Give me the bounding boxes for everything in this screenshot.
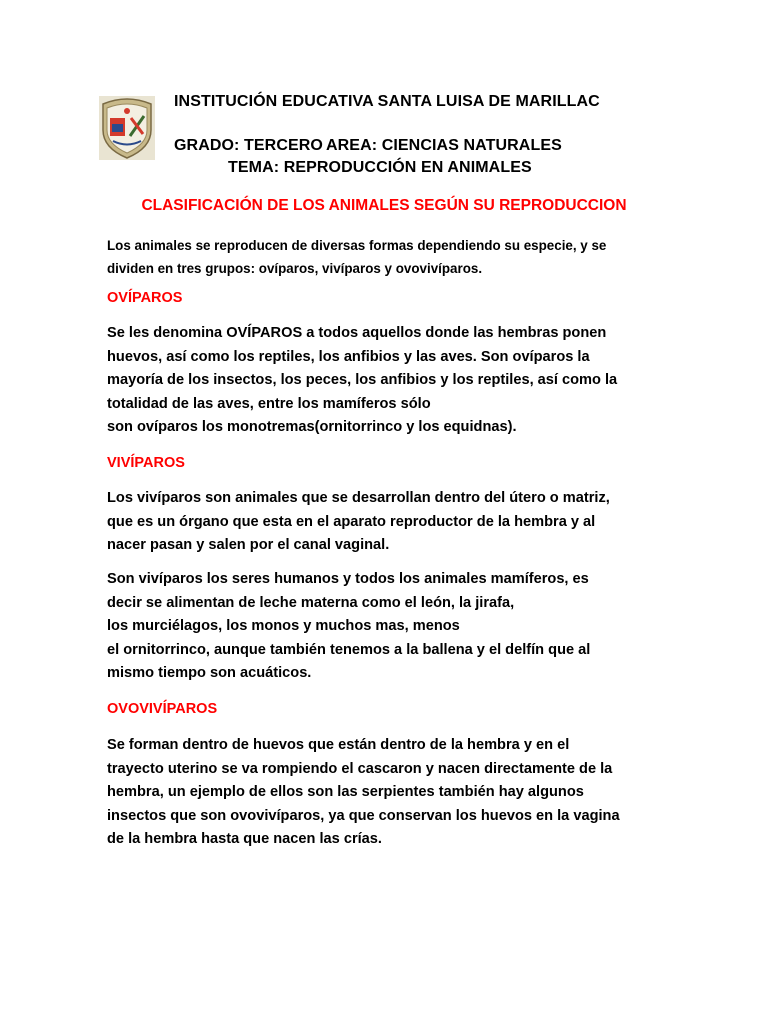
school-shield-logo-icon bbox=[99, 96, 155, 160]
paragraph-line: Los vivíparos son animales que se desarrollan dentro del útero o matriz, bbox=[107, 490, 610, 506]
section-title-viviparos: VIVÍPAROS bbox=[107, 455, 185, 471]
paragraph-line: el ornitorrinco, aunque también tenemos a la ballena y el delfín que al bbox=[107, 641, 591, 658]
intro-line: dividen en tres grupos: ovíparos, vivíparos y ovovivíparos. bbox=[107, 261, 483, 276]
paragraph-line: nacer pasan y salen por el canal vaginal. bbox=[107, 537, 390, 553]
paragraph-line: mayoría de los insectos, los peces, los anfibios y los reptiles, así como la bbox=[107, 372, 618, 388]
section-title-oviparos: OVÍPAROS bbox=[107, 290, 183, 306]
ovoviviparos-paragraph bbox=[107, 734, 692, 852]
paragraph-line: decir se alimentan de leche materna como el león, la jirafa, bbox=[107, 594, 515, 611]
paragraph-line: totalidad de las aves, entre los mamíferos sólo bbox=[107, 395, 431, 412]
paragraph-line: insectos que son ovovivíparos, ya que conservan los huevos en la vagina bbox=[107, 807, 620, 824]
area-label: AREA: CIENCIAS NATURALES bbox=[326, 137, 562, 154]
topic-label: TEMA: REPRODUCCIÓN EN ANIMALES bbox=[228, 159, 532, 176]
paragraph-line: hembra, un ejemplo de ellos son las serpientes también hay algunos bbox=[107, 784, 584, 800]
viviparos-paragraph-1 bbox=[107, 487, 692, 558]
paragraph-line: Se les denomina OVÍPAROS a todos aquellos donde las hembras ponen bbox=[107, 325, 607, 341]
section-title-ovoviviparos: OVOVIVÍPAROS bbox=[107, 701, 218, 717]
intro-paragraph bbox=[107, 234, 687, 280]
paragraph-line: mismo tiempo son acuáticos. bbox=[107, 665, 312, 681]
paragraph-line: huevos, así como los reptiles, los anfibios y las aves. Son ovíparos la bbox=[107, 348, 590, 365]
intro-line: Los animales se reproducen de diversas formas dependiendo su especie, y se bbox=[107, 238, 607, 253]
paragraph-line: de la hembra hasta que nacen las crías. bbox=[107, 831, 382, 847]
paragraph-line: que es un órgano que esta en el aparato reproductor de la hembra y al bbox=[107, 513, 596, 530]
grade-label: GRADO: TERCERO bbox=[174, 137, 323, 154]
paragraph-line: los murciélagos, los monos y muchos mas, menos bbox=[107, 618, 460, 634]
paragraph-line: Son vivíparos los seres humanos y todos los animales mamíferos, es bbox=[107, 571, 589, 587]
oviparos-paragraph bbox=[107, 322, 692, 440]
viviparos-paragraph-2 bbox=[107, 568, 692, 686]
paragraph-line: Se forman dentro de huevos que están dentro de la hembra y en el bbox=[107, 737, 570, 753]
paragraph-line: trayecto uterino se va rompiendo el cascaron y nacen directamente de la bbox=[107, 760, 613, 777]
paragraph-line: son ovíparos los monotremas(ornitorrinco y los equidnas). bbox=[107, 419, 517, 435]
document-title: CLASIFICACIÓN DE LOS ANIMALES SEGÚN SU REPRODUCCION bbox=[141, 197, 627, 214]
institution-name: INSTITUCIÓN EDUCATIVA SANTA LUISA DE MARILLAC bbox=[174, 93, 600, 110]
